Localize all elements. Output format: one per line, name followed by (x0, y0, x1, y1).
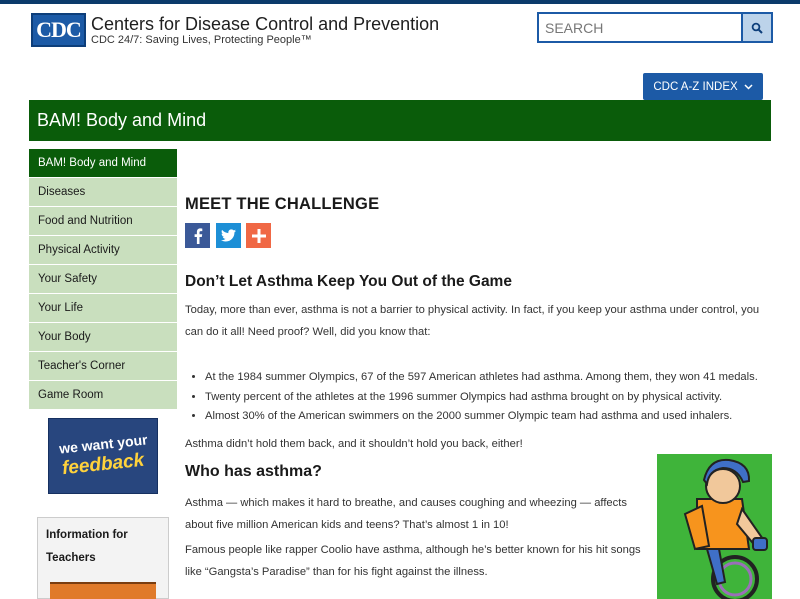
sidebar-nav (29, 149, 177, 410)
sidebar-item-teachers-corner[interactable]: Teacher's Corner (29, 352, 177, 381)
sidebar-item-bam[interactable]: BAM! Body and Mind (29, 149, 177, 178)
site-banner (29, 100, 771, 141)
teachers-image[interactable] (50, 582, 156, 599)
who-paragraph-2: Famous people like rapper Coolio have asthma, although he’s better known for his hit songs like “Gangsta’s Paradise” than for his fight against the illness. (185, 544, 641, 578)
org-tagline: CDC 24/7: Saving Lives, Protecting People™ (91, 34, 312, 46)
facebook-icon (193, 228, 203, 244)
cyclist-illustration (657, 454, 772, 599)
search-icon (751, 22, 763, 34)
sidebar-item-your-body[interactable]: Your Body (29, 323, 177, 352)
az-index-label: CDC A-Z INDEX (653, 80, 738, 93)
intro-paragraph: Today, more than ever, asthma is not a barrier to physical activity. In fact, if you keep your asthma under control, you can do it all! Need proof? Well, did you know that: (185, 304, 760, 338)
twitter-icon (221, 229, 236, 242)
list-item: • Almost 30% of the American swimmers on the 2000 summer Olympic team had asthma and used inhalers. (205, 407, 775, 427)
org-name[interactable]: Centers for Disease Control and Prevention (91, 14, 440, 34)
plus-icon (252, 229, 266, 243)
banner-title[interactable]: BAM! Body and Mind (37, 110, 207, 130)
feedback-line2: feedback (60, 449, 146, 480)
article-title: Don’t Let Asthma Keep You Out of the Game (185, 273, 512, 290)
teachers-info-box (37, 517, 169, 599)
sidebar-item-game-room[interactable]: Game Room (29, 381, 177, 410)
twitter-share-button[interactable] (216, 223, 241, 248)
sidebar-item-physical-activity[interactable]: Physical Activity (29, 236, 177, 265)
feedback-banner[interactable] (48, 418, 158, 494)
after-list-paragraph: Asthma didn’t hold them back, and it shouldn’t hold you back, either! (185, 438, 523, 450)
az-index-button[interactable] (643, 73, 763, 100)
search-button[interactable] (741, 14, 771, 41)
list-item: • At the 1984 summer Olympics, 67 of the 597 American athletes had asthma. Among them, they won 41 medals. (205, 368, 775, 388)
feedback-line1: we want your (58, 431, 148, 457)
sidebar-item-diseases[interactable]: Diseases (29, 178, 177, 207)
facebook-share-button[interactable] (185, 223, 210, 248)
sidebar-item-food-nutrition[interactable]: Food and Nutrition (29, 207, 177, 236)
section-heading-who: Who has asthma? (185, 463, 322, 480)
search-input[interactable] (539, 14, 741, 41)
top-accent-bar (0, 0, 800, 4)
cdc-logo-text: CDC (36, 17, 81, 42)
sidebar-item-your-life[interactable]: Your Life (29, 294, 177, 323)
addthis-share-button[interactable] (246, 223, 271, 248)
who-paragraph-1: Asthma — which makes it hard to breathe, and causes coughing and wheezing — affects about five million American kids and teens? That’s almost 1 in 10! (185, 497, 627, 531)
sidebar-item-your-safety[interactable]: Your Safety (29, 265, 177, 294)
cdc-logo[interactable] (31, 13, 86, 47)
chevron-down-icon (744, 84, 753, 90)
list-item: • Twenty percent of the athletes at the 1996 summer Olympics had asthma brought on by physical activity. (205, 388, 775, 408)
page-title: MEET THE CHALLENGE (185, 195, 380, 213)
facts-list (205, 368, 775, 427)
cyclist-image (657, 454, 772, 599)
search-box (537, 12, 773, 43)
info-box-title[interactable]: Information for Teachers (46, 529, 128, 564)
